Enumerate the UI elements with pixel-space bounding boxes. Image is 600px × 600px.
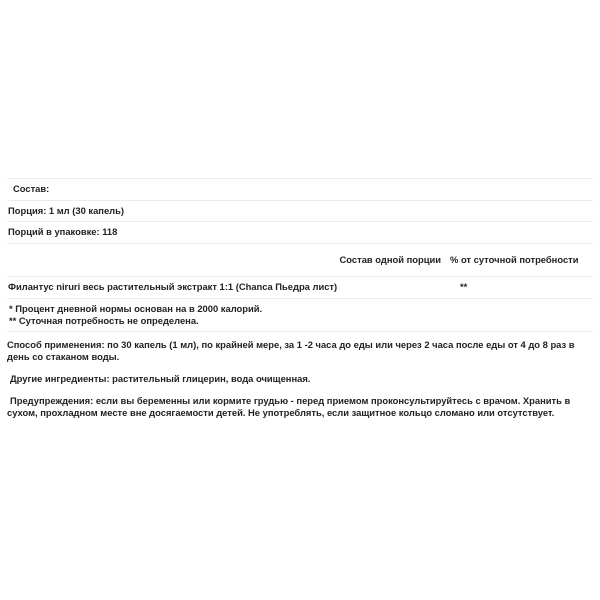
usage-directions: Способ применения: по 30 капель (1 мл), по крайней мере, за 1 -2 часа до еды или через 2 часа после еды от 4 до 8 раз в день со стаканом воды. (7, 339, 575, 362)
servings-per-container: Порций в упаковке: 118 (8, 226, 118, 238)
footnote-daily-value-not-established: ** Суточная потребность не определена. (9, 314, 199, 326)
servings-per-container-row (7, 221, 593, 243)
serving-size: Порция: 1 мл (30 капель) (8, 204, 125, 216)
ingredient-name: Филантус niruri весь растительный экстракт 1:1 (Chanca Пьедра лист) (8, 281, 338, 292)
warnings (7, 395, 593, 419)
facts-title-row (7, 178, 593, 200)
serving-size-row (7, 200, 593, 222)
table-bottom-divider (7, 331, 593, 332)
other-ingredients: Другие ингредиенты: растительный глицерин, вода очищенная. (10, 373, 311, 384)
ingredient-daily-value: ** (460, 281, 468, 292)
daily-value-header: % от суточной потребности (450, 253, 579, 265)
warnings-text: Предупреждения: если вы беременны или кормите грудью - перед приемом проконсультируйтесь с врачом. Хранить в сухом, прохладном месте вне досягаемости детей. Не употреблять, если защитное кольцо сломано или отсутствует. (7, 395, 571, 418)
table-header-row (7, 243, 593, 276)
facts-title: Состав: (13, 183, 50, 195)
amount-per-serving-header: Состав одной порции (339, 253, 441, 265)
supplement-facts-table (7, 178, 593, 332)
table-row (7, 276, 593, 298)
footnotes (7, 298, 593, 331)
footnote-daily-value-basis: * Процент дневной нормы основан на в 2000 калорий. (9, 302, 263, 314)
